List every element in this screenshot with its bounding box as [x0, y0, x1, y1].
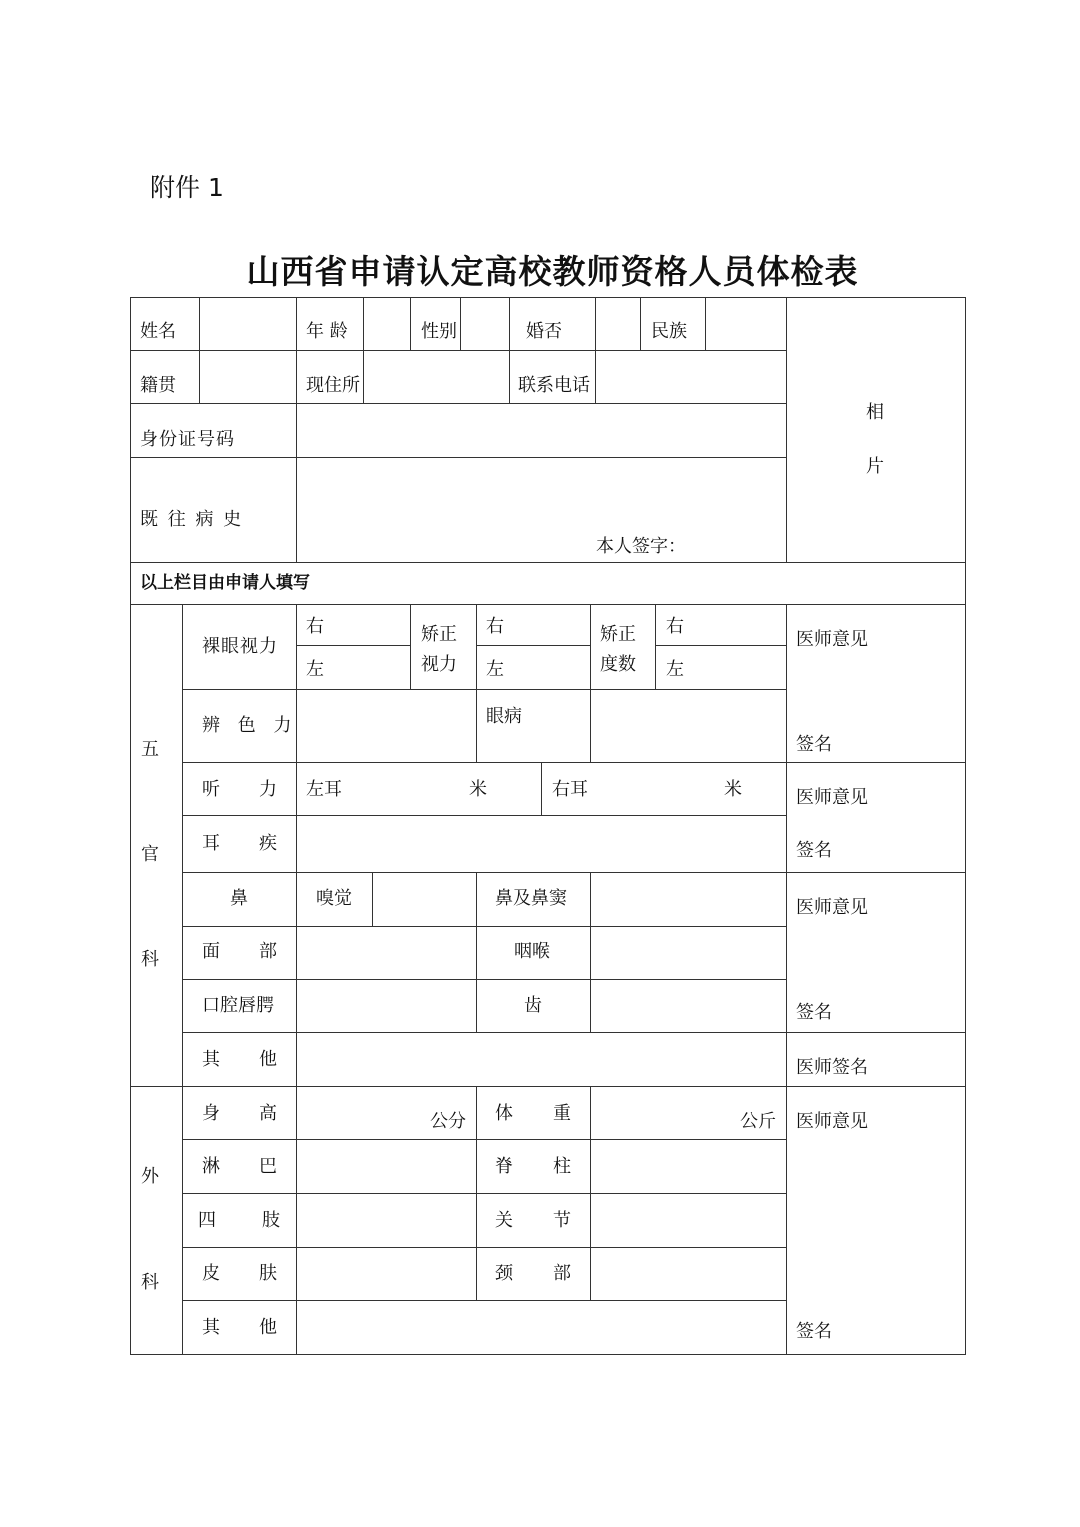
- right-ear-meter: 米: [724, 779, 742, 800]
- marital-label: 婚否: [526, 321, 562, 342]
- photo-label-2: 片: [866, 456, 884, 477]
- skin-label-1: 皮: [202, 1263, 220, 1284]
- name-field[interactable]: [200, 298, 295, 349]
- id-label: 身份证号码: [140, 429, 235, 450]
- skin-label-2: 肤: [259, 1263, 277, 1284]
- table-rule: [655, 645, 787, 646]
- table-rule: [130, 604, 966, 605]
- address-field[interactable]: [364, 351, 508, 402]
- teeth-field[interactable]: [591, 980, 785, 1031]
- history-label: 既 往 病 史: [140, 509, 244, 530]
- age-field[interactable]: [364, 298, 409, 349]
- joints-field[interactable]: [591, 1194, 785, 1246]
- teeth-label: 齿: [524, 995, 542, 1016]
- page-title: 山西省申请认定高校教师资格人员体检表: [246, 252, 859, 291]
- smell-label: 嗅觉: [316, 888, 352, 909]
- ethnicity-label: 民族: [651, 321, 687, 342]
- limbs-field[interactable]: [297, 1194, 474, 1246]
- lymph-label-2: 巴: [259, 1156, 277, 1177]
- table-rule: [476, 1086, 477, 1301]
- facial-label-1: 五: [141, 739, 159, 760]
- eye-signature-label: 签名: [796, 734, 832, 755]
- ent-signature-label: 签名: [796, 1002, 832, 1023]
- nose-sinus-label: 鼻及鼻窦: [495, 888, 567, 909]
- table-rule: [509, 297, 510, 404]
- joints-label-2: 节: [553, 1210, 571, 1231]
- right-ear-label: 右耳: [552, 779, 588, 800]
- native-place-label: 籍贯: [140, 375, 176, 396]
- facial-other-label-2: 他: [259, 1049, 277, 1070]
- naked-left-label: 左: [306, 659, 324, 680]
- spine-label-1: 脊: [495, 1156, 513, 1177]
- neck-field[interactable]: [591, 1248, 785, 1299]
- throat-label: 咽喉: [514, 941, 550, 962]
- smell-field[interactable]: [372, 873, 474, 925]
- facial-label-2: 官: [141, 844, 159, 865]
- surgery-label-1: 外: [141, 1166, 159, 1187]
- face-label-1: 面: [202, 941, 220, 962]
- table-rule: [541, 762, 542, 816]
- history-field[interactable]: [297, 458, 785, 561]
- table-rule: [410, 604, 411, 690]
- corrected-vision-label-1: 矫正: [421, 624, 457, 645]
- lymph-field[interactable]: [297, 1140, 474, 1192]
- surgery-other-field[interactable]: [297, 1301, 785, 1353]
- limbs-label-1: 四: [198, 1210, 216, 1231]
- surgery-label-2: 科: [141, 1272, 159, 1293]
- cm-unit: 公分: [430, 1111, 466, 1132]
- corrected-vision-label-2: 视力: [421, 654, 457, 675]
- nose-label: 鼻: [230, 888, 248, 909]
- face-label-2: 部: [259, 941, 277, 962]
- surgery-doctor-opinion-label: 医师意见: [796, 1111, 868, 1132]
- table-rule: [182, 762, 966, 763]
- color-vision-label: 辨 色 力: [202, 715, 298, 736]
- eye-disease-label: 眼病: [486, 706, 522, 727]
- left-ear-meter: 米: [469, 779, 487, 800]
- naked-vision-label: 裸眼视力: [202, 636, 278, 657]
- table-rule: [640, 297, 641, 351]
- facial-other-label-1: 其: [202, 1049, 220, 1070]
- joints-label-1: 关: [495, 1210, 513, 1231]
- table-rule: [476, 645, 591, 646]
- skin-field[interactable]: [297, 1248, 474, 1299]
- mouth-label: 口腔唇腭: [202, 995, 274, 1016]
- correction-degree-label-1: 矫正: [600, 624, 636, 645]
- table-rule: [296, 645, 411, 646]
- age-label: 年 龄: [306, 321, 348, 342]
- gender-field[interactable]: [461, 298, 508, 349]
- eye-disease-field[interactable]: [591, 690, 785, 761]
- ear-disease-label-2: 疾: [259, 833, 277, 854]
- lymph-label-1: 淋: [202, 1156, 220, 1177]
- ear-disease-field[interactable]: [297, 816, 785, 871]
- facial-label-3: 科: [141, 949, 159, 970]
- hearing-label-1: 听: [202, 779, 220, 800]
- correction-degree-label-2: 度数: [600, 654, 636, 675]
- table-rule: [130, 562, 966, 563]
- ethnicity-field[interactable]: [706, 298, 785, 349]
- left-ear-label: 左耳: [306, 779, 342, 800]
- table-rule: [410, 297, 411, 351]
- surgery-other-label-2: 他: [259, 1317, 277, 1338]
- ent-doctor-opinion-label: 医师意见: [796, 897, 868, 918]
- table-rule: [130, 1086, 966, 1087]
- degree-left-label: 左: [666, 659, 684, 680]
- spine-field[interactable]: [591, 1140, 785, 1192]
- ear-disease-label-1: 耳: [202, 833, 220, 854]
- facial-doctor-signature-label: 医师签名: [796, 1057, 868, 1078]
- kg-unit: 公斤: [740, 1111, 776, 1132]
- phone-field[interactable]: [596, 351, 785, 402]
- corrected-right-label: 右: [486, 616, 504, 637]
- naked-right-label: 右: [306, 616, 324, 637]
- native-place-field[interactable]: [200, 351, 295, 402]
- surgery-signature-label: 签名: [796, 1321, 832, 1342]
- weight-field[interactable]: [591, 1087, 785, 1138]
- table-rule: [965, 297, 966, 1355]
- limbs-label-2: 肢: [262, 1210, 280, 1231]
- height-label-2: 高: [259, 1103, 277, 1124]
- weight-label-1: 体: [495, 1103, 513, 1124]
- mouth-field[interactable]: [297, 980, 474, 1031]
- table-rule: [130, 1354, 966, 1355]
- table-rule: [182, 872, 966, 873]
- table-rule: [655, 604, 656, 690]
- degree-right-label: 右: [666, 616, 684, 637]
- address-label: 现住所: [306, 375, 360, 396]
- ear-doctor-opinion-label: 医师意见: [796, 787, 868, 808]
- name-label: 姓名: [140, 321, 176, 342]
- applicant-note: 以上栏目由申请人填写: [140, 573, 310, 593]
- attachment-label: 附件 1: [150, 173, 224, 202]
- marital-field[interactable]: [596, 298, 639, 349]
- face-field[interactable]: [297, 927, 474, 978]
- table-rule: [476, 604, 477, 763]
- ear-signature-label: 签名: [796, 840, 832, 861]
- table-rule: [476, 872, 477, 1033]
- neck-label-2: 部: [553, 1263, 571, 1284]
- weight-label-2: 重: [553, 1103, 571, 1124]
- table-rule: [130, 297, 131, 1355]
- photo-label-1: 相: [866, 402, 884, 423]
- id-field[interactable]: [297, 404, 785, 456]
- color-vision-field[interactable]: [297, 690, 474, 761]
- gender-label: 性别: [421, 321, 457, 342]
- signature-label: 本人签字：: [596, 536, 686, 557]
- spine-label-2: 柱: [553, 1156, 571, 1177]
- throat-field[interactable]: [591, 927, 785, 978]
- facial-other-field[interactable]: [297, 1033, 785, 1085]
- photo-box[interactable]: [787, 298, 964, 561]
- height-field[interactable]: [297, 1087, 474, 1138]
- corrected-left-label: 左: [486, 659, 504, 680]
- phone-label: 联系电话: [518, 375, 590, 396]
- surgery-other-label-1: 其: [202, 1317, 220, 1338]
- height-label-1: 身: [202, 1103, 220, 1124]
- eye-doctor-opinion-label: 医师意见: [796, 629, 868, 650]
- nose-sinus-field[interactable]: [591, 873, 785, 925]
- hearing-label-2: 力: [259, 779, 277, 800]
- neck-label-1: 颈: [495, 1263, 513, 1284]
